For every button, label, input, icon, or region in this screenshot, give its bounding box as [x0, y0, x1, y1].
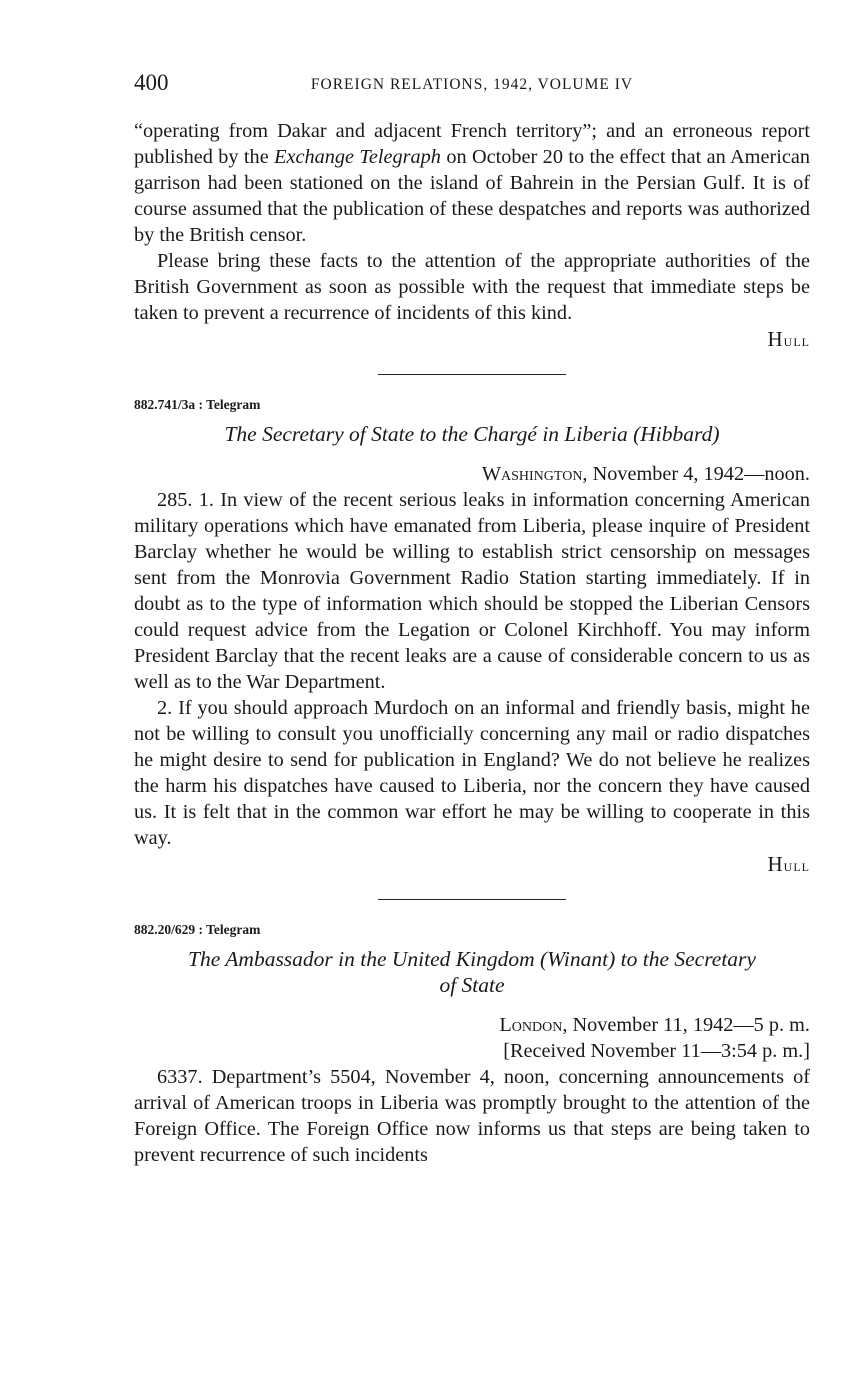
telegram-paragraph-1: 285. 1. In view of the recent serious leaks in information concerning American military operations which have emanated from Liberia, please inquire of President Barclay whether he would be willing to establish strict censorship on messages sent from the Monrovia Government Radio Station starting immediately. If in doubt as to the type of information which should be stopped the Liberian Censors could request advice from the Legation or Colonel Kirchhoff. You may inform President Barclay that the recent leaks are a cause of considerable concern to us as well as to the War Department. — [134, 489, 810, 693]
dateline — [134, 461, 810, 487]
file-reference: 882.741/3a : Telegram — [134, 397, 261, 412]
document-heading: The Secretary of State to the Chargé in Liberia (Hibbard) — [224, 422, 720, 446]
date-time: November 4, 1942—noon. — [587, 463, 810, 485]
received-note: [Received November 11—3:54 p. m.] — [503, 1040, 810, 1062]
running-header — [134, 70, 810, 100]
dateline — [134, 1012, 810, 1038]
file-reference: 882.20/629 : Telegram — [134, 922, 261, 937]
section1-paragraph-1 — [134, 118, 810, 248]
telegram-paragraph-1: 6337. Department’s 5504, November 4, noon, concerning announcements of arrival of American troops in Liberia was promptly brought to the attention of the Foreign Office. The Foreign Office now informs us that steps are being taken to prevent recurrence of such incidents — [134, 1066, 810, 1166]
document-heading-line-2: of State — [439, 973, 505, 997]
place-name: Washington, — [481, 463, 588, 485]
place-name: London, — [499, 1014, 568, 1036]
date-time: November 11, 1942—5 p. m. — [567, 1014, 810, 1036]
text-run: “operating from Dakar and adjacent French territory”; and an erroneous report published by the — [134, 120, 810, 168]
page-number: 400 — [134, 70, 169, 95]
text-run: on October 20 to the effect that an American garrison had been stationed on the island of Bahrein in the Persian Gulf. It is of course assumed that the publication of these despatches and reports was authorized by the British censor. — [134, 146, 810, 246]
publication-name: Exchange Telegraph — [274, 146, 441, 168]
document-heading-line-1: The Ambassador in the United Kingdom (Winant) to the Secretary — [188, 947, 756, 971]
telegram-paragraph-2: 2. If you should approach Murdoch on an informal and friendly basis, might he not be willing to consult you unofficially concerning any mail or radio dispatches he might desire to send for publication in England? We do not believe he realizes the harm his dispatches have caused to Liberia, nor the concern they have caused us. It is felt that in the common war effort he may be willing to cooperate in this way. — [134, 697, 810, 849]
signature-hull: Hull — [767, 852, 810, 876]
signature-hull: Hull — [767, 327, 810, 351]
section1-paragraph-2: Please bring these facts to the attention of the appropriate authorities of the British Government as soon as possible with the request that immediate steps be taken to prevent a recurrence of incidents of this kind. — [134, 250, 810, 324]
document-page — [134, 70, 810, 1168]
running-title: FOREIGN RELATIONS, 1942, VOLUME IV — [310, 76, 634, 93]
